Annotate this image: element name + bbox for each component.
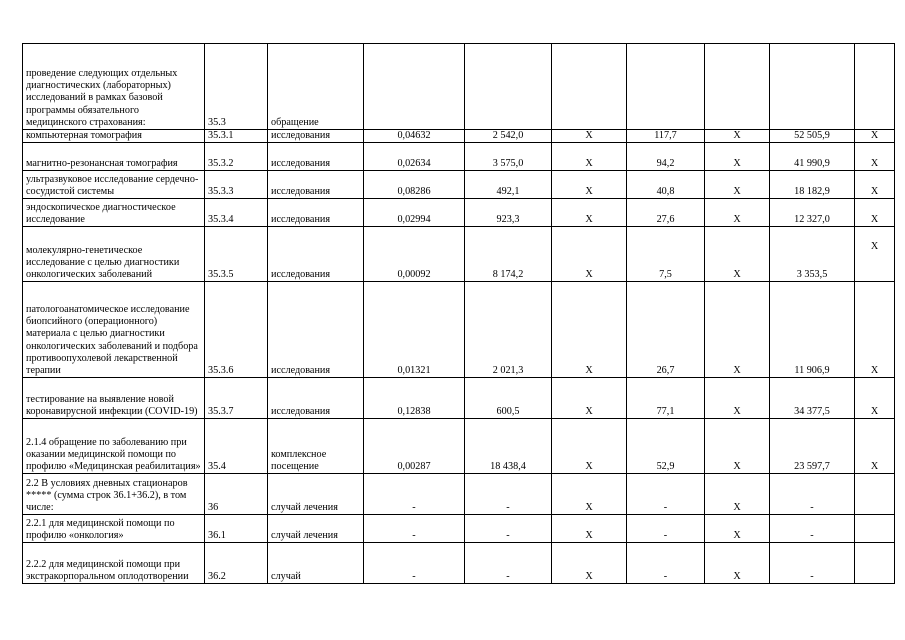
cell-col6: Х xyxy=(552,227,627,282)
cell-col9: 41 990,9 xyxy=(770,143,855,171)
cell-col6: Х xyxy=(552,378,627,419)
cell-col7: 52,9 xyxy=(627,419,705,474)
cell-col7: 40,8 xyxy=(627,171,705,199)
row-unit: исследования xyxy=(268,378,364,419)
row-code: 35.3.4 xyxy=(205,199,268,227)
cell-col7: 7,5 xyxy=(627,227,705,282)
document-table xyxy=(22,43,895,584)
cell-col5: - xyxy=(465,543,552,584)
cell-col6: Х xyxy=(552,199,627,227)
row-unit: исследования xyxy=(268,227,364,282)
cell-col4: 0,08286 xyxy=(364,171,465,199)
row-name: патологоанатомическое исследование биопсийного (операционного) материала с целью диагностики онкологических заболеваний и подбора противоопухолевой лекарственной терапии xyxy=(23,282,205,378)
cell-col4: 0,01321 xyxy=(364,282,465,378)
cell-col6 xyxy=(552,44,627,130)
table-row xyxy=(23,419,895,474)
cell-col5: 492,1 xyxy=(465,171,552,199)
row-name: компьютерная томография xyxy=(23,130,205,143)
cell-col10: Х xyxy=(855,419,895,474)
cell-col7: 26,7 xyxy=(627,282,705,378)
table-row xyxy=(23,44,895,130)
cell-col6: Х xyxy=(552,143,627,171)
cell-col9: 23 597,7 xyxy=(770,419,855,474)
row-code: 36.1 xyxy=(205,515,268,543)
row-name: эндоскопическое диагностическое исследование xyxy=(23,199,205,227)
cell-col9: 12 327,0 xyxy=(770,199,855,227)
cell-col6: Х xyxy=(552,474,627,515)
cell-col10: Х xyxy=(855,130,895,143)
cell-col8: Х xyxy=(705,378,770,419)
row-unit: исследования xyxy=(268,282,364,378)
cell-col8: Х xyxy=(705,143,770,171)
row-name: 2.2.1 для медицинской помощи по профилю «онкология» xyxy=(23,515,205,543)
cell-col4: 0,12838 xyxy=(364,378,465,419)
cell-col10 xyxy=(855,44,895,130)
cell-col7 xyxy=(627,44,705,130)
cell-col8: Х xyxy=(705,227,770,282)
cell-col10 xyxy=(855,543,895,584)
row-code: 35.3.1 xyxy=(205,130,268,143)
cell-col10: Х xyxy=(855,199,895,227)
cell-col9 xyxy=(770,44,855,130)
cell-col7: - xyxy=(627,515,705,543)
row-code: 35.3 xyxy=(205,44,268,130)
table-row xyxy=(23,171,895,199)
cell-col4 xyxy=(364,44,465,130)
cell-col8: Х xyxy=(705,282,770,378)
cell-col4: - xyxy=(364,474,465,515)
cell-col4: 0,02994 xyxy=(364,199,465,227)
cell-col4: - xyxy=(364,515,465,543)
cell-col10 xyxy=(855,515,895,543)
cell-col8: Х xyxy=(705,543,770,584)
cell-col6: Х xyxy=(552,282,627,378)
cell-col10: Х xyxy=(855,282,895,378)
cell-col8: Х xyxy=(705,515,770,543)
table-row xyxy=(23,130,895,143)
cell-col5: 8 174,2 xyxy=(465,227,552,282)
cell-col10: Х xyxy=(855,378,895,419)
row-code: 35.3.5 xyxy=(205,227,268,282)
cell-col8: Х xyxy=(705,199,770,227)
row-code: 35.3.2 xyxy=(205,143,268,171)
row-name: ультразвуковое исследование сердечно-сосудистой системы xyxy=(23,171,205,199)
table-row xyxy=(23,199,895,227)
cell-col5 xyxy=(465,44,552,130)
cell-col5: 600,5 xyxy=(465,378,552,419)
row-unit: случай лечения xyxy=(268,474,364,515)
cell-col9: 18 182,9 xyxy=(770,171,855,199)
row-name: проведение следующих отдельных диагностических (лабораторных) исследований в рамках базовой программы обязательного медицинского страхования: xyxy=(23,44,205,130)
cell-col7: - xyxy=(627,474,705,515)
cell-col10: Х xyxy=(855,143,895,171)
cell-col7: 27,6 xyxy=(627,199,705,227)
row-name: 2.2.2 для медицинской помощи при экстракорпоральном оплодотворении xyxy=(23,543,205,584)
row-name: молекулярно-генетическое исследование с целью диагностики онкологических заболеваний xyxy=(23,227,205,282)
row-name: 2.1.4 обращение по заболеванию при оказании медицинской помощи по профилю «Медицинская реабилитация» xyxy=(23,419,205,474)
cell-col5: 3 575,0 xyxy=(465,143,552,171)
row-unit: случай xyxy=(268,543,364,584)
cell-col6: Х xyxy=(552,130,627,143)
row-unit: случай лечения xyxy=(268,515,364,543)
row-code: 35.3.7 xyxy=(205,378,268,419)
cell-col5: 2 021,3 xyxy=(465,282,552,378)
cell-col4: 0,00287 xyxy=(364,419,465,474)
row-name: магнитно-резонансная томография xyxy=(23,143,205,171)
cell-col8: Х xyxy=(705,474,770,515)
cell-col4: - xyxy=(364,543,465,584)
cell-col6: Х xyxy=(552,543,627,584)
row-unit: исследования xyxy=(268,199,364,227)
cell-col7: 94,2 xyxy=(627,143,705,171)
cell-col9: 34 377,5 xyxy=(770,378,855,419)
row-unit: обращение xyxy=(268,44,364,130)
cell-col7: - xyxy=(627,543,705,584)
cell-col9: - xyxy=(770,474,855,515)
table-row xyxy=(23,143,895,171)
table-row xyxy=(23,543,895,584)
row-unit: исследования xyxy=(268,130,364,143)
cell-col5: - xyxy=(465,474,552,515)
cell-col10 xyxy=(855,474,895,515)
table-row xyxy=(23,474,895,515)
table-row xyxy=(23,378,895,419)
cell-col5: - xyxy=(465,515,552,543)
row-unit: исследования xyxy=(268,171,364,199)
row-code: 36 xyxy=(205,474,268,515)
row-code: 35.3.3 xyxy=(205,171,268,199)
cell-col4: 0,00092 xyxy=(364,227,465,282)
cell-col8 xyxy=(705,44,770,130)
cell-col9: - xyxy=(770,543,855,584)
cell-col10: Х xyxy=(855,171,895,199)
row-unit: комплексное посещение xyxy=(268,419,364,474)
cell-col8: Х xyxy=(705,171,770,199)
table-row xyxy=(23,227,895,282)
cell-col10: Х xyxy=(855,227,895,282)
cell-col6: Х xyxy=(552,171,627,199)
cell-col7: 77,1 xyxy=(627,378,705,419)
table-row xyxy=(23,282,895,378)
table-row xyxy=(23,515,895,543)
row-name: 2.2 В условиях дневных стационаров ***** (сумма строк 36.1+36.2), в том числе: xyxy=(23,474,205,515)
cell-col4: 0,02634 xyxy=(364,143,465,171)
cell-col6: Х xyxy=(552,515,627,543)
cell-col9: - xyxy=(770,515,855,543)
cell-col5: 2 542,0 xyxy=(465,130,552,143)
cell-col8: Х xyxy=(705,419,770,474)
cell-col9: 3 353,5 xyxy=(770,227,855,282)
row-code: 35.4 xyxy=(205,419,268,474)
row-code: 35.3.6 xyxy=(205,282,268,378)
cell-col8: Х xyxy=(705,130,770,143)
row-code: 36.2 xyxy=(205,543,268,584)
cell-col6: Х xyxy=(552,419,627,474)
row-name: тестирование на выявление новой коронавирусной инфекции (COVID-19) xyxy=(23,378,205,419)
row-unit: исследования xyxy=(268,143,364,171)
cell-col9: 11 906,9 xyxy=(770,282,855,378)
cell-col5: 18 438,4 xyxy=(465,419,552,474)
cell-col9: 52 505,9 xyxy=(770,130,855,143)
cell-col4: 0,04632 xyxy=(364,130,465,143)
cell-col5: 923,3 xyxy=(465,199,552,227)
cell-col7: 117,7 xyxy=(627,130,705,143)
